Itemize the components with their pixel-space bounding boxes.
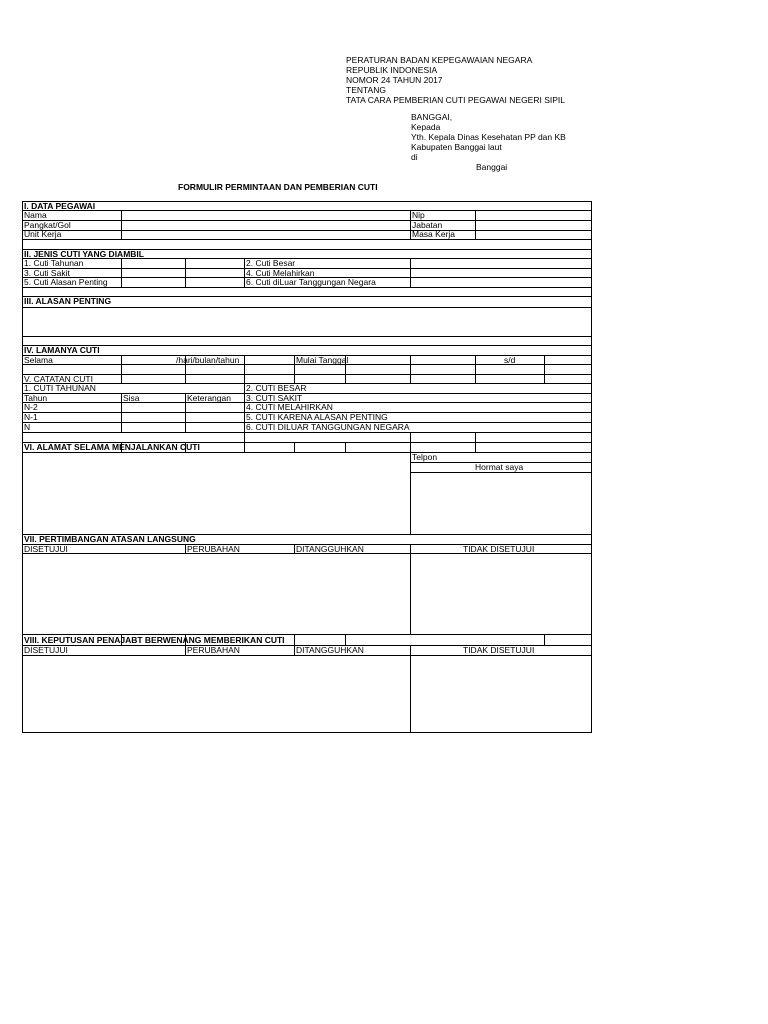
address-city: Banggai — [476, 162, 508, 172]
address-region: Kabupaten Banggai laut — [411, 142, 502, 152]
section-alasan-penting-title: III. ALASAN PENTING — [24, 296, 112, 306]
option-cuti-diluar-tanggungan: 6. Cuti diLuar Tanggungan Negara — [246, 277, 376, 287]
catatan-cuti-besar: 2. CUTI BESAR — [246, 383, 307, 393]
decision-disetujui: DISETUJUI — [24, 645, 68, 655]
catatan-cuti-alasan-penting: 5. CUTI KARENA ALASAN PENTING — [246, 412, 388, 422]
col-sisa: Sisa — [123, 393, 140, 403]
form-title: FORMULIR PERMINTAAN DAN PEMBERIAN CUTI — [178, 182, 378, 192]
option-disetujui: DISETUJUI — [24, 544, 68, 554]
section-lamanya-cuti-title: IV. LAMANYA CUTI — [24, 345, 100, 355]
leave-form — [22, 201, 592, 733]
option-ditangguhkan: DITANGGUHKAN — [296, 544, 364, 554]
catatan-cuti-sakit: 3. CUTI SAKIT — [246, 393, 303, 403]
address-block — [411, 112, 566, 172]
label-selama: Selama — [24, 355, 53, 365]
label-masa-kerja: Masa Kerja — [412, 229, 455, 239]
row-n2: N-2 — [24, 402, 38, 412]
option-cuti-sakit: 3. Cuti Sakit — [24, 268, 70, 278]
section-data-pegawai-title: I. DATA PEGAWAI — [24, 201, 96, 211]
section-keputusan-title: VIII. KEPUTUSAN PENAJABT BERWENANG MEMBERIKAN CUTI — [24, 635, 285, 645]
header-line: NOMOR 24 TAHUN 2017 — [346, 75, 443, 85]
section-jenis-cuti-title: II. JENIS CUTI YANG DIAMBIL — [24, 249, 144, 259]
option-cuti-tahunan: 1. Cuti Tahunan — [24, 258, 84, 268]
header-line: PERATURAN BADAN KEPEGAWAIAN NEGARA — [346, 55, 533, 65]
section-catatan-cuti-title: V. CATATAN CUTI — [24, 374, 93, 384]
address-recipient: Yth. Kepala Dinas Kesehatan PP dan KB — [411, 132, 566, 142]
header-line: TATA CARA PEMBERIAN CUTI PEGAWAI NEGERI SIPIL — [346, 95, 565, 105]
label-nama: Nama — [24, 210, 47, 220]
option-cuti-besar: 2. Cuti Besar — [246, 258, 296, 268]
option-cuti-alasan-penting: 5. Cuti Alasan Penting — [24, 277, 108, 287]
col-tahun: Tahun — [24, 393, 48, 403]
decision-perubahan: PERUBAHAN — [187, 645, 240, 655]
section-alamat-title: VI. ALAMAT SELAMA MENJALANKAN CUTI — [24, 442, 200, 452]
address-at: di — [411, 152, 418, 162]
section-pertimbangan-title: VII. PERTIMBANGAN ATASAN LANGSUNG — [24, 534, 196, 544]
label-hormat-saya: Hormat saya — [475, 462, 524, 472]
address-place: BANGGAI, — [411, 112, 453, 122]
label-pangkat: Pangkat/Gol — [24, 220, 71, 230]
header-line: REPUBLIK INDONESIA — [346, 65, 438, 75]
catatan-cuti-melahirkan: 4. CUTI MELAHIRKAN — [246, 402, 333, 412]
label-nip: Nip — [412, 210, 425, 220]
row-n: N — [24, 422, 31, 432]
decision-tidak-disetujui: TIDAK DISETUJUI — [463, 645, 535, 655]
label-satuan: /hari/bulan/tahun — [176, 355, 240, 365]
label-jabatan: Jabatan — [412, 220, 443, 230]
col-keterangan: Keterangan — [187, 393, 231, 403]
address-to: Kepada — [411, 122, 441, 132]
option-perubahan: PERUBAHAN — [187, 544, 240, 554]
catatan-cuti-tahunan: 1. CUTI TAHUNAN — [24, 383, 96, 393]
option-cuti-melahirkan: 4. Cuti Melahirkan — [246, 268, 315, 278]
label-unit-kerja: Unit Kerja — [24, 229, 62, 239]
header-line: TENTANG — [346, 85, 386, 95]
regulation-header — [346, 55, 565, 105]
label-mulai-tanggal: Mulai Tanggal — [296, 355, 349, 365]
row-n1: N-1 — [24, 412, 38, 422]
option-tidak-disetujui: TIDAK DISETUJUI — [463, 544, 535, 554]
catatan-cuti-diluar: 6. CUTI DILUAR TANGGUNGAN NEGARA — [246, 422, 410, 432]
decision-ditangguhkan: DITANGGUHKAN — [296, 645, 364, 655]
label-sd: s/d — [504, 355, 516, 365]
label-telpon: Telpon — [412, 452, 438, 462]
